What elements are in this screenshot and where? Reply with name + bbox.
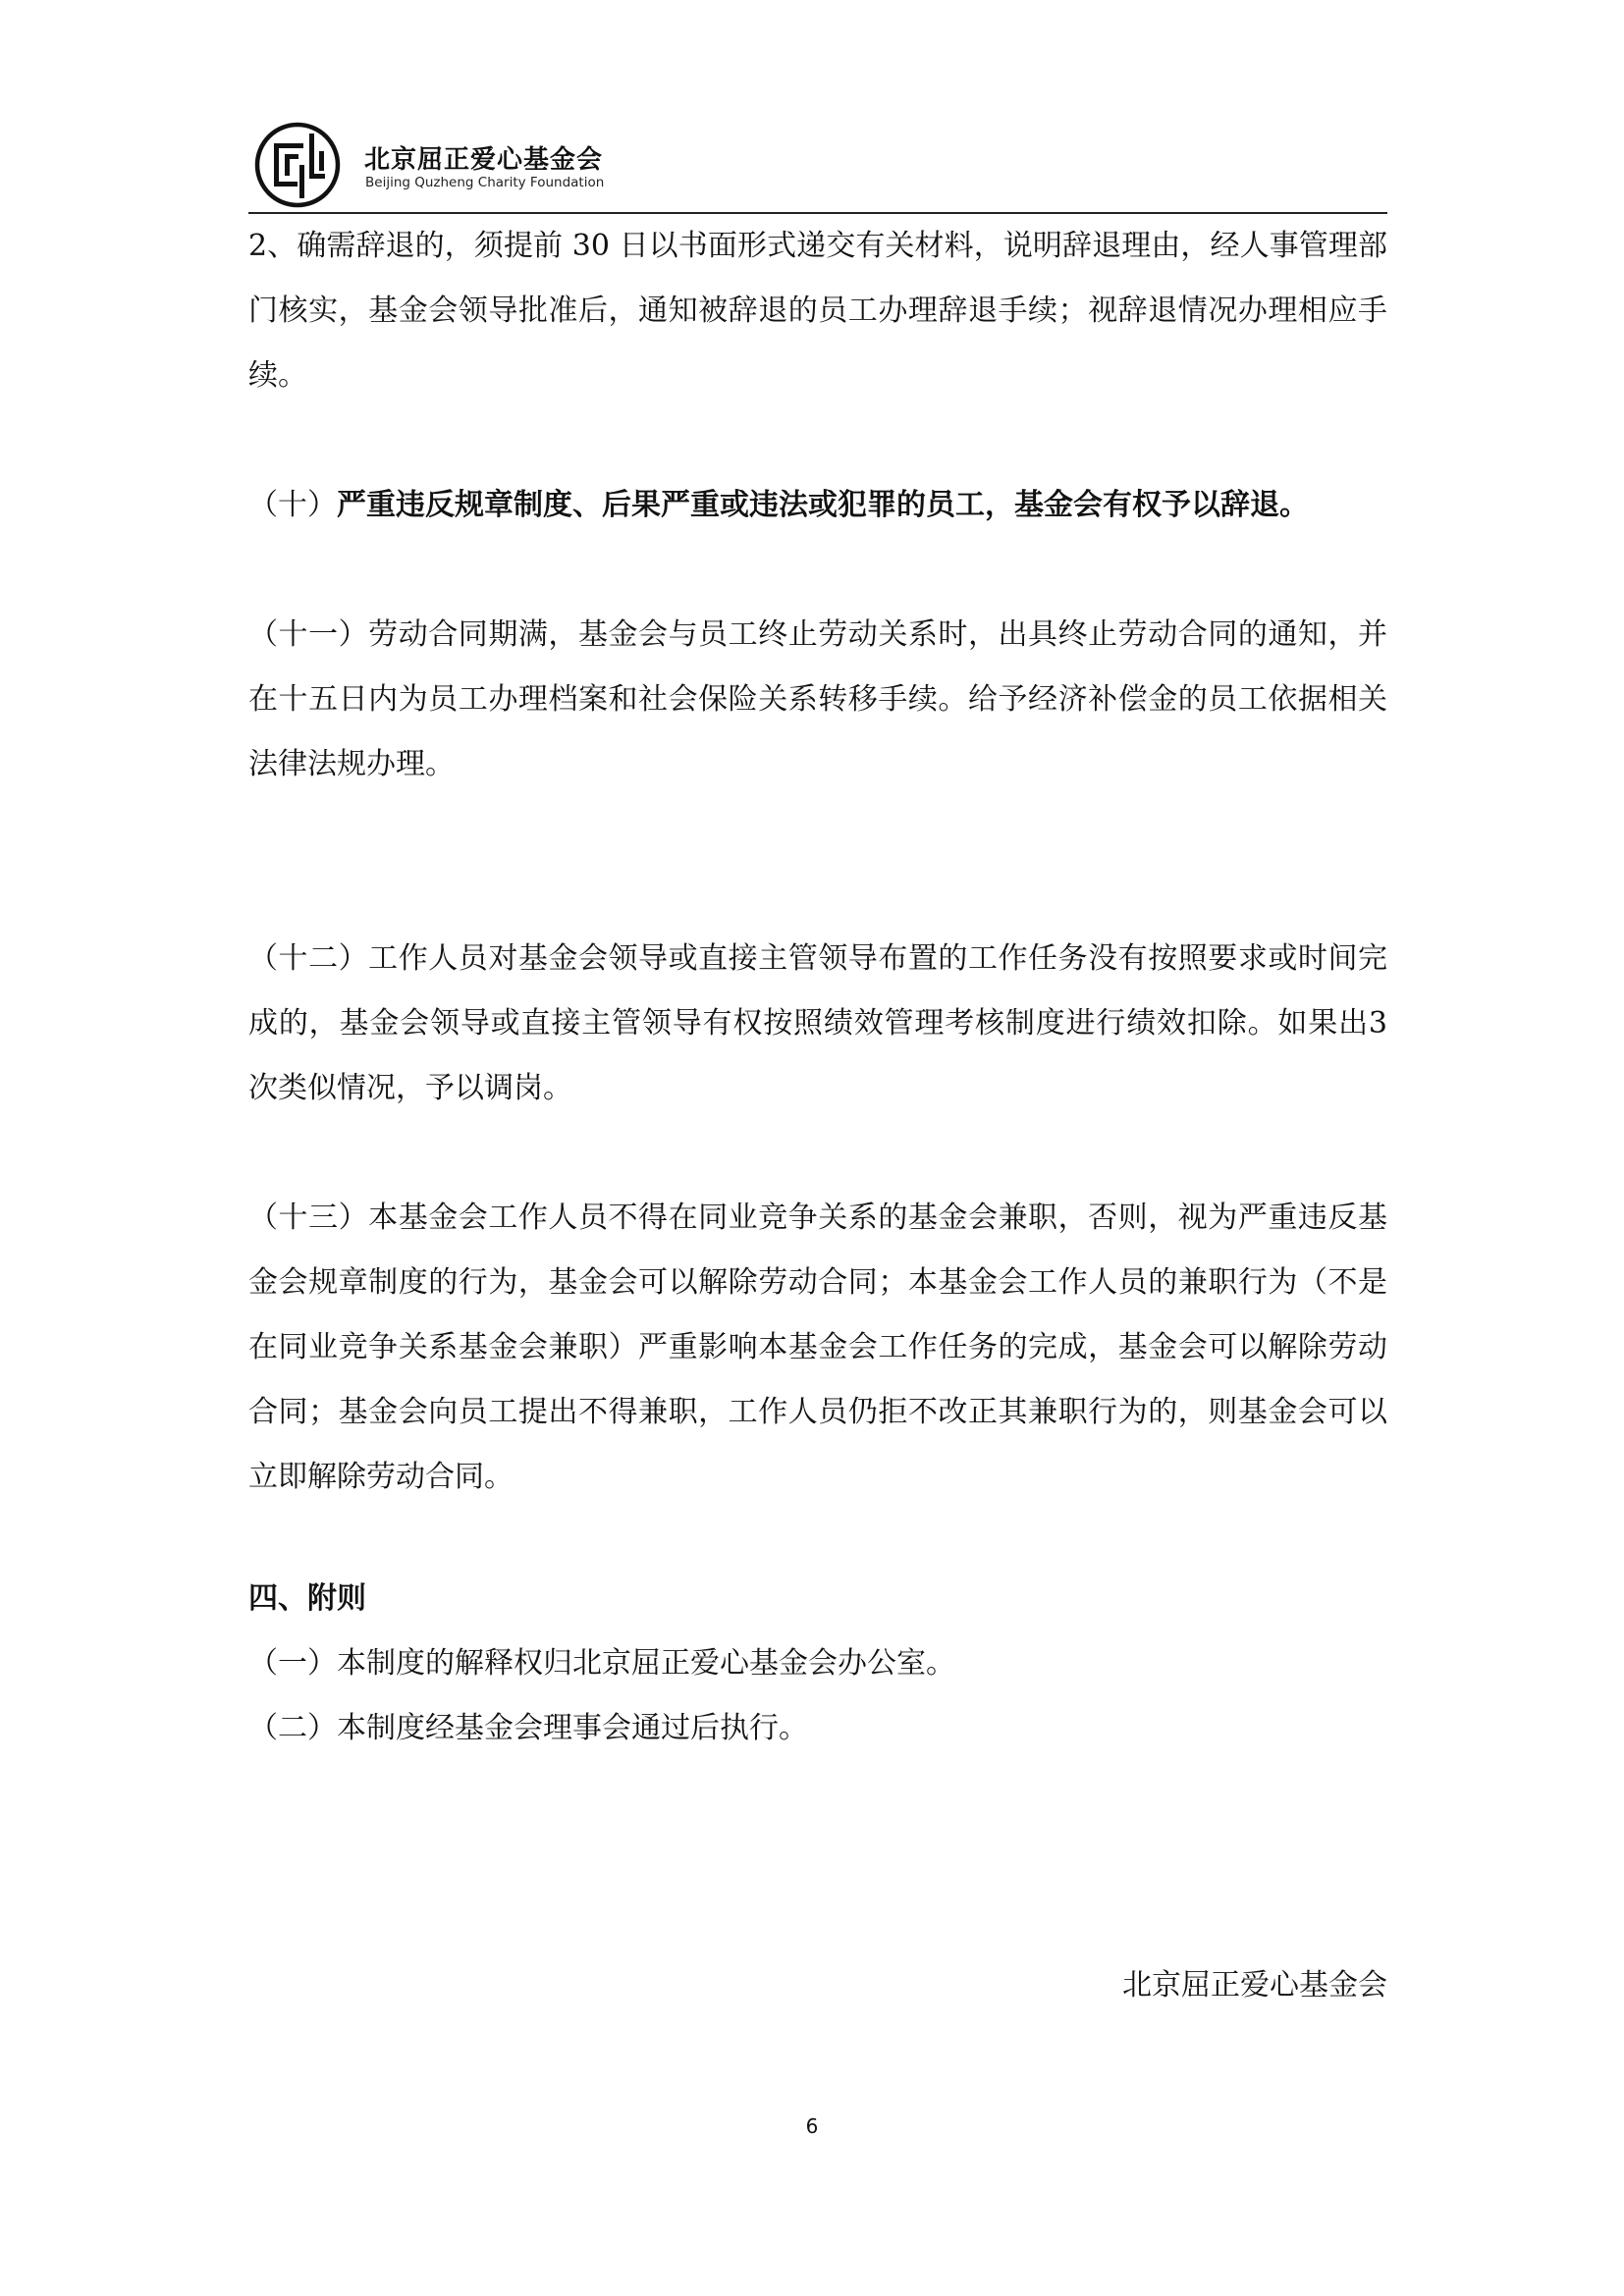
page-number: 6: [805, 2114, 819, 2138]
org-name-en: Beijing Quzheng Charity Foundation: [365, 175, 605, 190]
section-4-item-1: （一）本制度的解释权归北京屈正爱心基金会办公室。: [248, 1646, 955, 1681]
section-4-heading: 四、附则: [248, 1581, 366, 1616]
paragraph-article-10: [248, 473, 1387, 538]
document-header: [248, 120, 1387, 208]
paragraph-article-13: （十三）本基金会工作人员不得在同业竞争关系的基金会兼职，否则，视为严重违反基金会规章制度的行为，基金会可以解除劳动合同；本基金会工作人员的兼职行为（不是在同业竞争关系基金会兼职）严重影响本基金会工作任务的完成，基金会可以解除劳动合同；基金会向员工提出不得兼职，工作人员仍拒不改正其兼职行为的，则基金会可以立即解除劳动合同。: [248, 1201, 1387, 1494]
paragraph-article-11: （十一）劳动合同期满，基金会与员工终止劳动关系时，出具终止劳动合同的通知，并在十五日内为员工办理档案和社会保险关系转移手续。给予经济补偿金的员工依据相关法律法规办理。: [248, 617, 1387, 781]
org-name-cn: 北京屈正爱心基金会: [364, 145, 604, 175]
article-10-bold-text: 严重违反规章制度、后果严重或违法或犯罪的员工，基金会有权予以辞退。: [337, 488, 1309, 522]
section-4-item-2: （二）本制度经基金会理事会通过后执行。: [248, 1711, 808, 1745]
paragraph-dismissal-notice: 2、确需辞退的，须提前 30 日以书面形式递交有关材料，说明辞退理由，经人事管理部门核实，基金会领导批准后，通知被辞退的员工办理辞退手续；视辞退情况办理相应手续。: [248, 229, 1387, 393]
signature-org-name: 北京屈正爱心基金会: [1122, 1968, 1387, 2002]
article-10-prefix: （十）: [248, 488, 337, 522]
paragraph-article-12: （十二）工作人员对基金会领导或直接主管领导布置的工作任务没有按照要求或时间完成的，基金会领导或直接主管领导有权按照绩效管理考核制度进行绩效扣除。如果出3 次类似情况，予以调岗。: [248, 941, 1387, 1105]
foundation-logo-icon: [254, 122, 341, 208]
